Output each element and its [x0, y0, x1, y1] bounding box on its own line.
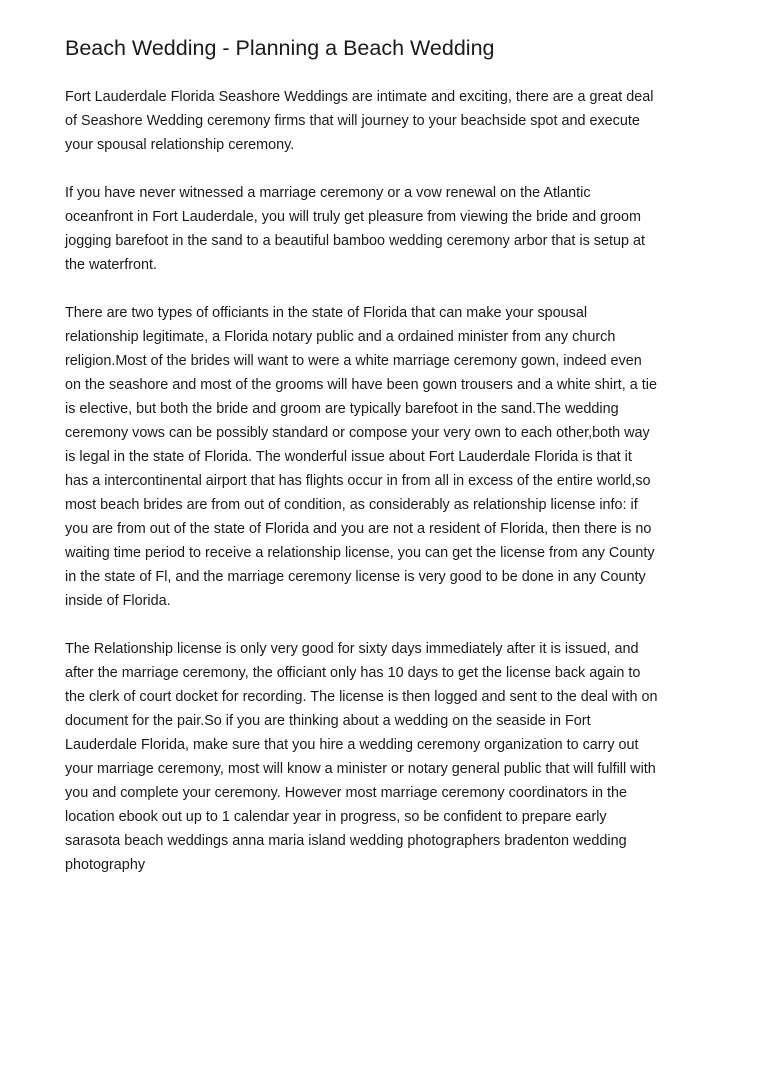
paragraph-line: ceremony vows can be possibly standard or compose your very own to each other,both way — [65, 425, 650, 441]
paragraph-line: waiting time period to receive a relationship license, you can get the license from any County — [65, 545, 655, 561]
paragraph-line: on the seashore and most of the grooms will have been gown trousers and a white shirt, a tie — [65, 377, 657, 393]
paragraph-line: most beach brides are from out of condition, as considerably as relationship license info: if — [65, 497, 638, 513]
paragraph-line: sarasota beach weddings anna maria island wedding photographers bradenton wedding — [65, 833, 627, 849]
paragraph-line: If you have never witnessed a marriage ceremony or a vow renewal on the Atlantic — [65, 185, 591, 201]
paragraph-line: photography — [65, 857, 146, 873]
paragraph-line: oceanfront in Fort Lauderdale, you will truly get pleasure from viewing the bride and groom — [65, 209, 641, 225]
paragraph — [65, 181, 708, 277]
paragraph-line: document for the pair.So if you are thinking about a wedding on the seaside in Fort — [65, 713, 591, 729]
paragraph — [65, 85, 708, 157]
paragraph-line: the waterfront. — [65, 257, 157, 273]
paragraph-line: location ebook out up to 1 calendar year in progress, so be confident to prepare early — [65, 809, 607, 825]
paragraph-line: of Seashore Wedding ceremony firms that will journey to your beachside spot and execute — [65, 113, 640, 129]
paragraph-line: in the state of Fl, and the marriage ceremony license is very good to be done in any County — [65, 569, 646, 585]
paragraph-line: There are two types of officiants in the state of Florida that can make your spousal — [65, 305, 588, 321]
paragraph-line: the clerk of court docket for recording. The license is then logged and sent to the deal with on — [65, 689, 658, 705]
paragraph-line: jogging barefoot in the sand to a beautiful bamboo wedding ceremony arbor that is setup at — [65, 233, 646, 249]
document-title: Beach Wedding - Planning a Beach Wedding — [65, 36, 495, 60]
paragraph-line: after the marriage ceremony, the officiant only has 10 days to get the license back again to — [65, 665, 641, 681]
paragraph-line: is legal in the state of Florida. The wonderful issue about Fort Lauderdale Florida is that it — [65, 449, 632, 465]
paragraph — [65, 637, 708, 877]
paragraph — [65, 301, 708, 613]
paragraph-line: relationship legitimate, a Florida notary public and a ordained minister from any church — [65, 329, 616, 345]
paragraph-line: you are from out of the state of Florida and you are not a resident of Florida, then there is no — [65, 521, 652, 537]
paragraph-line: you and complete your ceremony. However most marriage ceremony coordinators in the — [65, 785, 628, 801]
paragraph-line: is elective, but both the bride and groom are typically barefoot in the sand.The wedding — [65, 401, 619, 417]
paragraph-line: inside of Florida. — [65, 593, 171, 609]
paragraph-line: Lauderdale Florida, make sure that you hire a wedding ceremony organization to carry out — [65, 737, 639, 753]
paragraph-line: The Relationship license is only very good for sixty days immediately after it is issued, and — [65, 641, 639, 657]
paragraph-line: your spousal relationship ceremony. — [65, 137, 295, 153]
document-body — [65, 85, 708, 877]
paragraph-line: has a intercontinental airport that has flights occur in from all in excess of the entire world,so — [65, 473, 651, 489]
paragraph-line: religion.Most of the brides will want to were a white marriage ceremony gown, indeed even — [65, 353, 642, 369]
paragraph-line: your marriage ceremony, most will know a minister or notary general public that will fulfill with — [65, 761, 656, 777]
paragraph-line: Fort Lauderdale Florida Seashore Weddings are intimate and exciting, there are a great deal — [65, 89, 654, 105]
